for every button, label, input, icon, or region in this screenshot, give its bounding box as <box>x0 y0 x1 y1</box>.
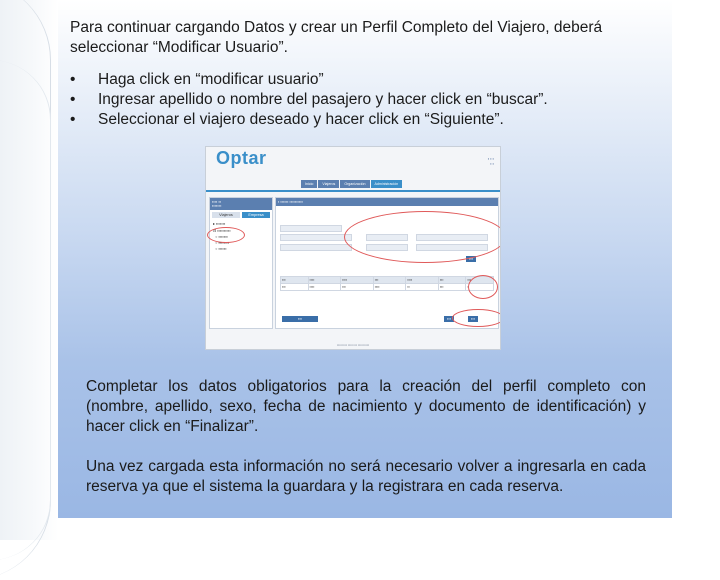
bullet-dot: • <box>70 111 76 128</box>
bullet-dot: • <box>70 91 76 108</box>
highlight-oval-modify-user <box>207 227 245 243</box>
highlight-oval-select <box>468 275 498 299</box>
highlight-oval-next <box>452 309 501 327</box>
sidebar-tabs <box>210 210 272 220</box>
bullet-dot: • <box>70 71 76 88</box>
bullet-text: Ingresar apellido o nombre del pasajero y hacer click en “buscar”. <box>98 91 548 108</box>
instructions-bottom <box>86 377 646 497</box>
nav-tab-organizacion: Organización <box>340 180 369 188</box>
paragraph-info-saved: Una vez cargada esta información no será necesario volver a ingresarla en cada reserva ya que el sistema la guardara y la registrara en cada reserva. <box>86 458 646 495</box>
bullet-item <box>70 110 660 130</box>
header-divider <box>206 190 500 192</box>
nav-tab-viajeros: Viajeros <box>318 180 339 188</box>
paragraph-complete-profile: Completar los datos obligatorios para la creación del perfil completo con (nombre, apellido, sexo, fecha de nacimiento y documento de identificación) y hacer click en “Finalizar”. <box>86 378 646 435</box>
nav-tab-administracion: Administración <box>371 180 403 188</box>
form-field <box>280 225 342 232</box>
bullet-list <box>70 70 660 130</box>
bullet-item <box>70 90 660 110</box>
sidebar-tab-empresa: Empresa <box>242 212 270 218</box>
form-field <box>280 244 352 251</box>
intro-text: Para continuar cargando Datos y crear un Perfil Completo del Viajero, deberá seleccionar “Modificar Usuario”. <box>70 19 603 56</box>
sidebar-header: ▪▪▪▪ ▪▪ ▪▪▪▪▪▪▪ <box>210 198 272 210</box>
sidebar-tree: ▸ ▪▪▪▪▪▪▪ ⊟ ▪▪▪▪▪▪▪▪▪▪ ○ ▪▪▪▪▪▪▪ ○ ▪▪▪▪▪▪▪▪ ○ ▪▪▪▪▪▪ <box>213 222 231 251</box>
bullet-text: Seleccionar el viajero deseado y hacer click en “Siguiente”. <box>98 111 504 128</box>
search-button: ▪▪▪ <box>466 256 476 262</box>
bullet-item <box>70 70 660 90</box>
slide <box>58 0 672 518</box>
left-decoration <box>0 0 58 540</box>
highlight-oval-search-form <box>344 211 501 263</box>
decorative-curve <box>0 60 51 560</box>
embedded-screenshot <box>205 146 501 350</box>
next-button: ▪▪▪ <box>468 316 478 322</box>
cancel-button: ▪▪▪ <box>444 316 454 322</box>
bullet-text: Haga click en “modificar usuario” <box>98 71 324 88</box>
instructions-top <box>70 18 660 130</box>
results-table: ▪▪▪ ▪▪▪▪ ▪▪▪▪ ▪▪▪ ▪▪▪▪ ▪▪▪ ▪▪▪ ▪▪▪ ▪▪▪▪ ▪▪▪ ▪▪▪▪ ▪▪ ▪▪▪ ▪ <box>280 276 494 291</box>
nav-tab-inicio: Inicio <box>301 180 317 188</box>
top-navigation <box>301 180 402 188</box>
back-button: ▪▪▪ <box>282 316 318 322</box>
panel-header: ▪ ▪▪▪▪▪▪ ▪▪▪▪▪▪▪▪▪▪ <box>276 198 498 206</box>
optar-logo: Optar <box>216 148 267 168</box>
screenshot-footer: ▪▪▪▪▪▪▪▪▪ ▪▪▪▪▪▪▪▪ ▪▪▪▪▪▪▪▪▪▪ <box>336 343 370 347</box>
header-links: ▪ ▪ ▪ ▪ ▪ <box>487 157 494 166</box>
form-field <box>280 234 352 241</box>
sidebar-tab-viajeros: Viajeros <box>212 212 240 218</box>
screenshot-sidebar <box>209 197 273 329</box>
